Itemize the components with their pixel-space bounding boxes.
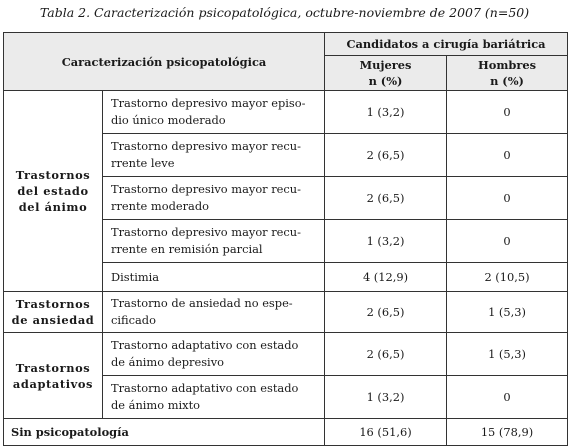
row-label (103, 91, 325, 134)
row-label-sin-psicopatologia: Sin psicopatología (4, 419, 325, 446)
header-mujeres-unit: n (%) (368, 74, 403, 88)
table-row-total (4, 419, 568, 446)
row-label-line: Trastorno depresivo mayor recu- (111, 182, 301, 196)
row-label-line: Trastorno depresivo mayor recu- (111, 225, 301, 239)
cell-hombres: 0 (447, 220, 568, 263)
table-row (4, 292, 568, 333)
group-line: Trastornos (15, 168, 91, 182)
header-mujeres (325, 56, 447, 91)
header-mujeres-label: Mujeres (359, 58, 412, 72)
row-label (103, 177, 325, 220)
group-trastornos-adaptativos (4, 333, 103, 419)
cell-mujeres: 16 (51,6) (325, 419, 447, 446)
group-line: Trastornos (15, 360, 91, 375)
row-label-line: Trastorno adaptativo con estado (111, 338, 299, 352)
header-candidatos: Candidatos a cirugía bariátrica (325, 33, 568, 56)
row-label-line: de ánimo mixto (111, 398, 201, 412)
table-row (4, 333, 568, 376)
cell-mujeres: 2 (6,5) (325, 292, 447, 333)
row-label-line: dio único moderado (111, 113, 226, 127)
cell-hombres: 1 (5,3) (447, 292, 568, 333)
cell-hombres: 0 (447, 134, 568, 177)
psychopathology-table (3, 32, 568, 446)
group-line: del ánimo (18, 200, 88, 214)
cell-hombres: 1 (5,3) (447, 333, 568, 376)
table-caption: Tabla 2. Caracterización psicopatológica, octubre-noviembre de 2007 (n=50) (39, 5, 530, 20)
row-label-line: Trastorno depresivo mayor episo- (111, 96, 306, 110)
row-label-line: Trastorno adaptativo con estado (111, 381, 299, 395)
group-line: del estado (17, 184, 89, 198)
header-caracterizacion: Caracterización psicopatológica (4, 33, 325, 91)
cell-mujeres: 1 (3,2) (325, 91, 447, 134)
cell-mujeres: 1 (3,2) (325, 220, 447, 263)
row-label (103, 333, 325, 376)
cell-mujeres: 1 (3,2) (325, 376, 447, 419)
row-label (103, 376, 325, 419)
row-label-line: cificado (111, 313, 156, 327)
cell-mujeres: 4 (12,9) (325, 263, 447, 292)
cell-mujeres: 2 (6,5) (325, 177, 447, 220)
row-label-line: de ánimo depresivo (111, 355, 224, 369)
row-label (103, 292, 325, 333)
header-hombres-label: Hombres (477, 58, 537, 72)
table-row (4, 91, 568, 134)
row-label (103, 220, 325, 263)
group-line: de ansiedad (11, 313, 95, 327)
cell-mujeres: 2 (6,5) (325, 333, 447, 376)
row-label-line: rrente en remisión parcial (111, 242, 263, 256)
group-trastornos-ansiedad (4, 292, 103, 333)
row-label-line: rrente moderado (111, 199, 209, 213)
cell-hombres: 0 (447, 91, 568, 134)
cell-mujeres: 2 (6,5) (325, 134, 447, 177)
group-line: adaptativos (12, 376, 94, 391)
header-hombres-unit: n (%) (490, 74, 524, 88)
row-label-line: Trastorno de ansiedad no espe- (111, 296, 293, 310)
group-trastornos-animo (4, 91, 103, 292)
row-label-line: Trastorno depresivo mayor recu- (111, 139, 301, 153)
cell-hombres: 0 (447, 177, 568, 220)
cell-hombres: 15 (78,9) (447, 419, 568, 446)
row-label (103, 134, 325, 177)
row-label-line: rrente leve (111, 156, 175, 170)
header-hombres (447, 56, 568, 91)
cell-hombres: 0 (447, 376, 568, 419)
group-line: Trastornos (15, 297, 91, 311)
row-label: Distimia (103, 263, 325, 292)
cell-hombres: 2 (10,5) (447, 263, 568, 292)
